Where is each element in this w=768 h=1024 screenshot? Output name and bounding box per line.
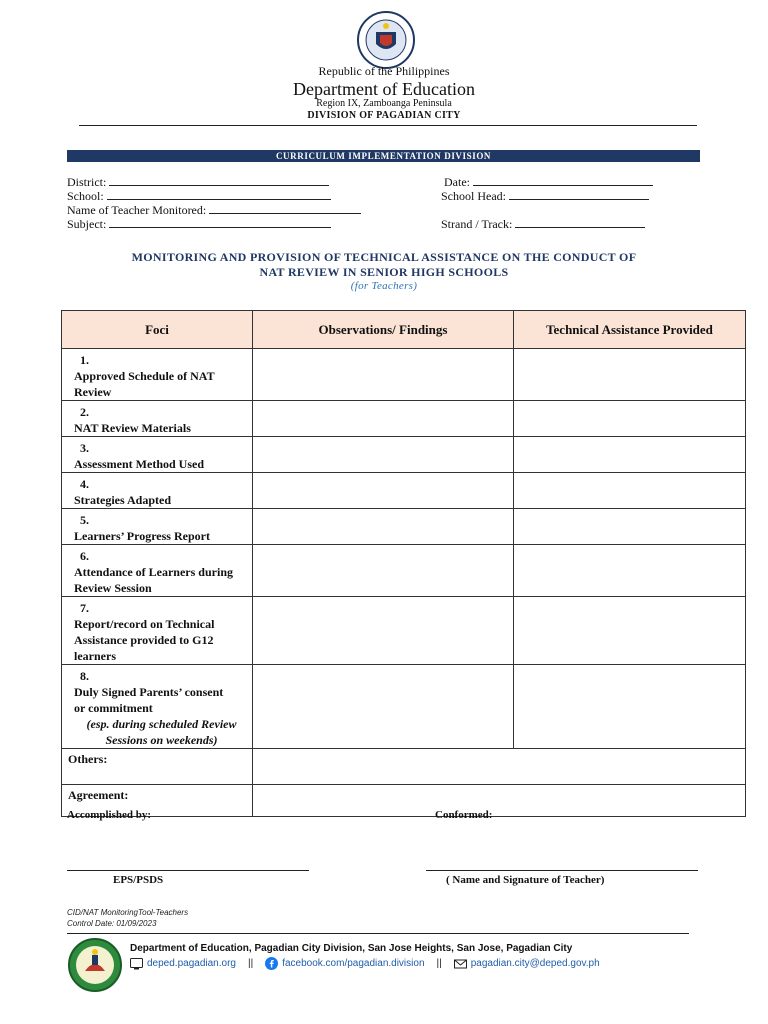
table-row (62, 665, 746, 749)
agreement-cell[interactable] (253, 785, 746, 817)
facebook-icon (265, 957, 278, 970)
focus-text: Strategies Adapted (74, 493, 171, 507)
header-divider (79, 125, 697, 126)
district-label: District: (67, 175, 107, 189)
date-blank[interactable] (473, 176, 653, 186)
cid-banner: CURRICULUM IMPLEMENTATION DIVISION (67, 150, 700, 162)
division-logo (67, 937, 123, 993)
focus-cell (62, 545, 253, 597)
row-number: 4. (80, 477, 89, 491)
assistance-cell[interactable] (514, 437, 746, 473)
district-field[interactable] (67, 175, 329, 190)
focus-cell (62, 509, 253, 545)
focus-cell (62, 401, 253, 437)
eps-signature-line[interactable] (67, 870, 309, 871)
subject-blank[interactable] (109, 218, 331, 228)
row-number: 6. (80, 549, 89, 563)
assistance-cell[interactable] (514, 545, 746, 597)
footer-contacts (130, 957, 600, 970)
focus-cell (62, 349, 253, 401)
subject-label: Subject: (67, 217, 107, 231)
assistance-cell[interactable] (514, 349, 746, 401)
row-number: 1. (80, 353, 89, 367)
focus-text: Assessment Method Used (74, 457, 204, 471)
email-link[interactable]: pagadian.city@deped.gov.ph (470, 958, 600, 969)
school-head-blank[interactable] (509, 190, 649, 200)
control-date: Control Date: 01/09/2023 (67, 919, 157, 928)
separator: || (436, 958, 442, 969)
focus-subtext: (esp. during scheduled Review Sessions on weekends) (86, 717, 237, 747)
school-head-label: School Head: (441, 189, 506, 203)
web-icon (130, 957, 143, 970)
foci-header: Foci (62, 311, 253, 349)
row-number: 2. (80, 405, 89, 419)
observation-cell[interactable] (253, 665, 514, 749)
form-title-line2: NAT REVIEW IN SENIOR HIGH SCHOOLS (259, 265, 509, 279)
table-row (62, 509, 746, 545)
assistance-cell[interactable] (514, 509, 746, 545)
strand-field[interactable] (441, 217, 645, 232)
teacher-field[interactable] (67, 203, 361, 218)
focus-cell (62, 437, 253, 473)
form-subtitle: (for Teachers) (350, 280, 418, 292)
agreement-row (62, 785, 746, 817)
table-row (62, 473, 746, 509)
subject-field[interactable] (67, 217, 331, 232)
assistance-header: Technical Assistance Provided (514, 311, 746, 349)
table-row (62, 545, 746, 597)
website-link[interactable]: deped.pagadian.org (147, 958, 236, 969)
strand-label: Strand / Track: (441, 217, 513, 231)
separator: || (247, 958, 254, 969)
focus-text: NAT Review Materials (74, 421, 191, 435)
accomplished-label: Accomplished by: (67, 809, 152, 821)
school-blank[interactable] (107, 190, 331, 200)
others-row (62, 749, 746, 785)
footer-address: Department of Education, Pagadian City Division, San Jose Heights, San Jose, Pagadian City (130, 943, 573, 954)
agreement-label: Agreement: (62, 785, 253, 817)
email-icon (454, 957, 467, 970)
school-head-field[interactable] (441, 189, 649, 204)
republic-line: Republic of the Philippines (318, 64, 450, 78)
form-title-line1: MONITORING AND PROVISION OF TECHNICAL ASSISTANCE ON THE CONDUCT OF (131, 250, 637, 264)
date-label: Date: (444, 175, 470, 189)
row-number: 8. (80, 669, 89, 683)
focus-text: Learners’ Progress Report (74, 529, 210, 543)
row-number: 5. (80, 513, 89, 527)
teacher-blank[interactable] (209, 204, 361, 214)
others-cell[interactable] (253, 749, 746, 785)
observation-cell[interactable] (253, 597, 514, 665)
observation-cell[interactable] (253, 401, 514, 437)
observations-header: Observations/ Findings (253, 311, 514, 349)
facebook-link[interactable]: facebook.com/pagadian.division (282, 958, 425, 969)
teacher-signature-line[interactable] (426, 870, 698, 871)
observation-cell[interactable] (253, 509, 514, 545)
observation-cell[interactable] (253, 473, 514, 509)
focus-cell (62, 597, 253, 665)
table-row (62, 597, 746, 665)
district-blank[interactable] (109, 176, 329, 186)
monitoring-table (61, 310, 746, 817)
focus-text: Duly Signed Parents’ consent or commitment (74, 685, 224, 715)
control-code: CID/NAT MonitoringTool-Teachers (67, 908, 189, 917)
school-label: School: (67, 189, 104, 203)
teacher-signature-label: ( Name and Signature of Teacher) (446, 874, 605, 886)
others-label: Others: (62, 749, 253, 785)
date-field[interactable] (444, 175, 653, 190)
observation-cell[interactable] (253, 437, 514, 473)
row-number: 3. (80, 441, 89, 455)
deped-seal (350, 10, 422, 70)
assistance-cell[interactable] (514, 401, 746, 437)
footer-divider (67, 933, 689, 934)
region-line: Region IX, Zamboanga Peninsula (316, 98, 452, 109)
strand-blank[interactable] (515, 218, 645, 228)
division-line: DIVISION OF PAGADIAN CITY (307, 110, 461, 121)
focus-text: Attendance of Learners during Review Session (74, 565, 233, 595)
department-title: Department of Education (293, 79, 475, 99)
conformed-label: Conformed: (435, 809, 493, 821)
row-number: 7. (80, 601, 89, 615)
focus-text: Approved Schedule of NAT Review (74, 369, 215, 399)
focus-cell (62, 665, 253, 749)
focus-text: Report/record on Technical Assistance provided to G12 learners (74, 617, 215, 663)
assistance-cell[interactable] (514, 597, 746, 665)
assistance-cell[interactable] (514, 665, 746, 749)
table-row (62, 437, 746, 473)
focus-cell (62, 473, 253, 509)
table-header-row (62, 311, 746, 349)
eps-label: EPS/PSDS (113, 874, 164, 886)
school-field[interactable] (67, 189, 331, 204)
observation-cell[interactable] (253, 349, 514, 401)
table-row (62, 349, 746, 401)
observation-cell[interactable] (253, 545, 514, 597)
table-row (62, 401, 746, 437)
assistance-cell[interactable] (514, 473, 746, 509)
teacher-label: Name of Teacher Monitored: (67, 203, 207, 217)
